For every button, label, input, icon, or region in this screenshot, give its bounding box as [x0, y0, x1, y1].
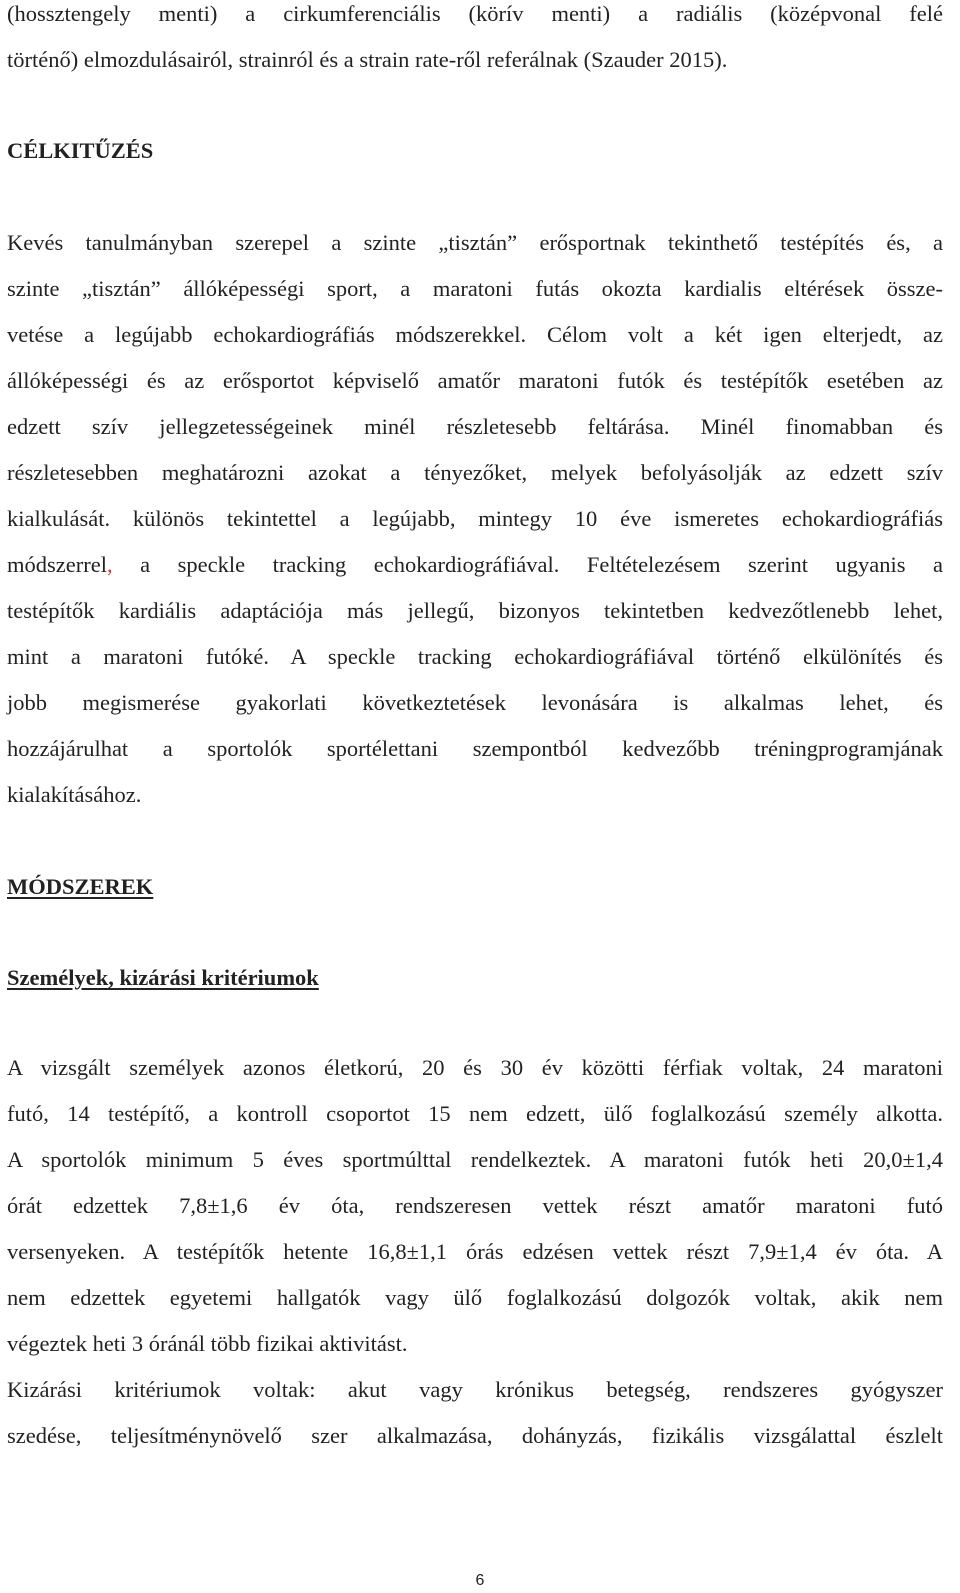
methods-line: versenyeken. A testépítők hetente 16,8±1,1 órás edzésen vettek részt 7,9±1,4 év óta. A	[7, 1239, 943, 1264]
aim-line	[7, 551, 943, 579]
red-comma: ,	[106, 552, 113, 577]
aim-line: Kevés tanulmányban szerepel a szinte „tisztán” erősportnak tekinthető testépítés és, a	[7, 230, 943, 255]
aim-line: részletesebben meghatározni azokat a tényezőket, melyek befolyásolják az edzett szív	[7, 460, 943, 485]
aim-line: edzett szív jellegzetességeinek minél részletesebb feltárása. Minél finomabban és	[7, 414, 943, 439]
aim-line-text: a speckle tracking echokardiográfiával. Feltételezésem szerint ugyanis a	[112, 552, 943, 577]
intro-line: (hossztengely menti) a cirkumferenciális (körív menti) a radiális (középvonal felé	[7, 1, 943, 26]
intro-line: történő) elmozdulásairól, strainról és a strain rate-ről referálnak (Szauder 2015).	[7, 47, 728, 72]
aim-line: szinte „tisztán” állóképességi sport, a maratoni futás okozta kardialis eltérések össze-	[7, 276, 943, 301]
aim-line: hozzájárulhat a sportolók sportélettani szempontból kedvezőbb tréningprogramjának	[7, 736, 943, 761]
aim-line: jobb megismerése gyakorlati következtetések levonására is alkalmas lehet, és	[7, 690, 943, 715]
aim-line: kialakításához.	[7, 782, 142, 807]
aim-line: vetése a legújabb echokardiográfiás módszerekkel. Célom volt a két igen elterjedt, az	[7, 322, 943, 347]
methods-line: órát edzettek 7,8±1,6 év óta, rendszeresen vettek részt amatőr maratoni futó	[7, 1193, 943, 1218]
exclusion-line: Kizárási kritériumok voltak: akut vagy krónikus betegség, rendszeres gyógyszer	[7, 1377, 943, 1402]
aim-line: mint a maratoni futóké. A speckle tracking echokardiográfiával történő elkülönítés és	[7, 644, 943, 669]
methods-line: A vizsgált személyek azonos életkorú, 20 és 30 év közötti férfiak voltak, 24 maratoni	[7, 1055, 943, 1080]
methods-line: végeztek heti 3 óránál több fizikai aktivitást.	[7, 1331, 408, 1356]
aim-line-text: módszerrel	[7, 552, 107, 577]
aim-line: testépítők kardiális adaptációja más jellegű, bizonyos tekintetben kedvezőtlenebb lehet,	[7, 598, 943, 623]
aim-line: állóképességi és az erősportot képviselő amatőr maratoni futók és testépítők esetében az	[7, 368, 943, 393]
page-number: 6	[475, 1572, 485, 1589]
methods-line: A sportolók minimum 5 éves sportmúlttal rendelkeztek. A maratoni futók heti 20,0±1,4	[7, 1147, 943, 1172]
aim-line: kialkulását. különös tekintettel a legújabb, mintegy 10 éve ismeretes echokardiográfiás	[7, 506, 943, 531]
methods-line: nem edzettek egyetemi hallgatók vagy ülő foglalkozású dolgozók voltak, akik nem	[7, 1285, 943, 1310]
aim-heading: CÉLKITŰZÉS	[7, 138, 154, 163]
methods-subheading: Személyek, kizárási kritériumok	[7, 965, 319, 990]
methods-line: futó, 14 testépítő, a kontroll csoportot 15 nem edzett, ülő foglalkozású személy alkotta.	[7, 1101, 943, 1126]
methods-heading: MÓDSZEREK	[7, 874, 154, 899]
exclusion-line: szedése, teljesítménynövelő szer alkalmazása, dohányzás, fizikális vizsgálattal észlelt	[7, 1423, 943, 1448]
